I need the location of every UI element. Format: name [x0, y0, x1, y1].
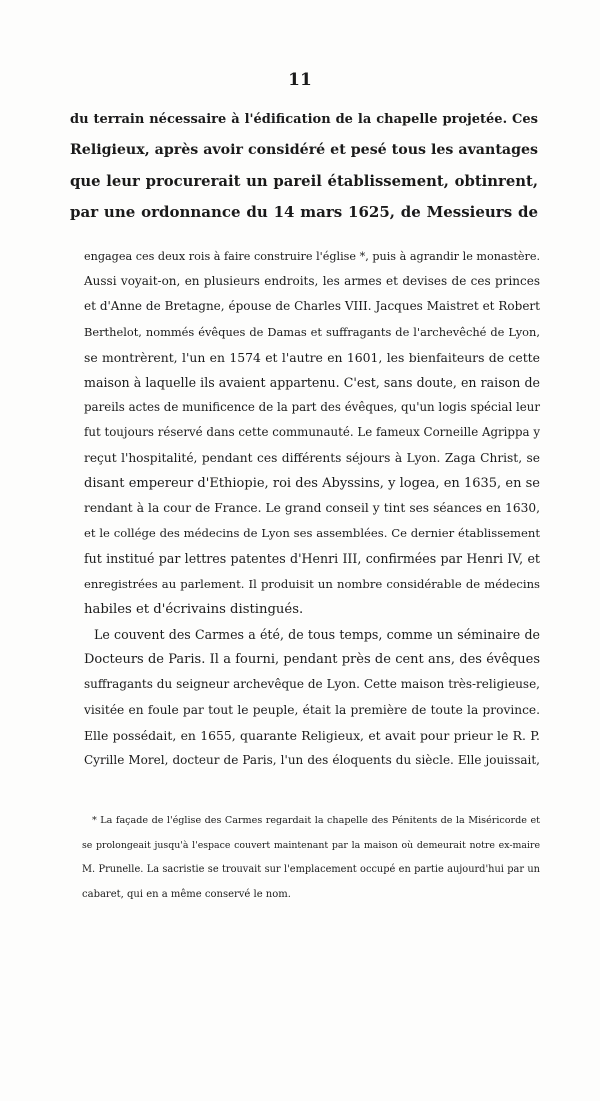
footnote-line: M. Prunelle. La sacristie se trouvait sur l'emplacement occupé en partie aujourd'hui par un [82, 864, 540, 875]
text-line: disant empereur d'Ethiopie, roi des Abyssins, y logea, en 1635, en se [84, 475, 540, 491]
text-line: engagea ces deux rois à faire construire l'église *, puis à agrandir le monastère. [84, 250, 540, 263]
footnote [82, 809, 540, 907]
text-line: maison à laquelle ils avaient appartenu. C'est, sans doute, en raison de [84, 375, 540, 391]
text-line: fut toujours réservé dans cette communauté. Le fameux Corneille Agrippa y [84, 425, 540, 440]
text-line: et d'Anne de Bretagne, épouse de Charles VIII. Jacques Maistret et Robert [84, 299, 540, 314]
text-line: par une ordonnance du 14 mars 1625, de Messieurs de [70, 203, 538, 221]
text-line: visitée en foule par tout le peuple, était la première de toute la province. [84, 702, 540, 717]
text-line: reçut l'hospitalité, pendant ces différents séjours à Lyon. Zaga Christ, se [84, 450, 540, 465]
text-line: que leur procurerait un pareil établissement, obtinrent, [70, 173, 538, 190]
text-line: Docteurs de Paris. Il a fourni, pendant près de cent ans, des évêques [84, 652, 540, 668]
footnote-line: cabaret, qui en a même conservé le nom. [82, 888, 291, 900]
body-text [84, 244, 540, 773]
footnote-line: * La façade de l'église des Carmes regardait la chapelle des Pénitents de la Miséricorde et [92, 815, 540, 826]
text-line: du terrain nécessaire à l'édification de la chapelle projetée. Ces [70, 112, 538, 127]
footnote-line: se prolongeait jusqu'à l'espace couvert maintenant par la maison où demeurait notre ex-maire [82, 839, 540, 851]
text-line: pareils actes de munificence de la part des évêques, qu'un logis spécial leur [84, 400, 540, 415]
page-number: 11 [288, 70, 312, 90]
text-line: et le collége des médecins de Lyon ses assemblées. Ce dernier établissement [84, 526, 540, 541]
paragraph-start-line: Le couvent des Carmes a été, de tous temps, comme un séminaire de [94, 627, 540, 643]
text-line: Religieux, après avoir considéré et pesé tous les avantages [70, 142, 538, 158]
text-line: rendant à la cour de France. Le grand conseil y tint ses séances en 1630, [84, 501, 540, 516]
text-line: suffragants du seigneur archevêque de Lyon. Cette maison très-religieuse, [84, 677, 540, 692]
text-line: fut institué par lettres patentes d'Henri III, confirmées par Henri IV, et [84, 551, 540, 567]
text-line: habiles et d'écrivains distingués. [84, 601, 304, 617]
text-line: se montrèrent, l'un en 1574 et l'autre en 1601, les bienfaiteurs de cette [84, 349, 540, 365]
text-line: Elle possédait, en 1655, quarante Religieux, et avait pour prieur le R. P. [84, 727, 540, 743]
text-line: Aussi voyait-on, en plusieurs endroits, les armes et devises de ces princes [84, 274, 540, 289]
text-line: enregistrées au parlement. Il produisit un nombre considérable de médecins [84, 576, 540, 591]
text-line: Cyrille Morel, docteur de Paris, l'un des éloquents du siècle. Elle jouissait, [84, 753, 540, 768]
continued-paragraph [70, 104, 538, 228]
text-line: Berthelot, nommés évêques de Damas et suffragants de l'archevêché de Lyon, [84, 324, 540, 339]
